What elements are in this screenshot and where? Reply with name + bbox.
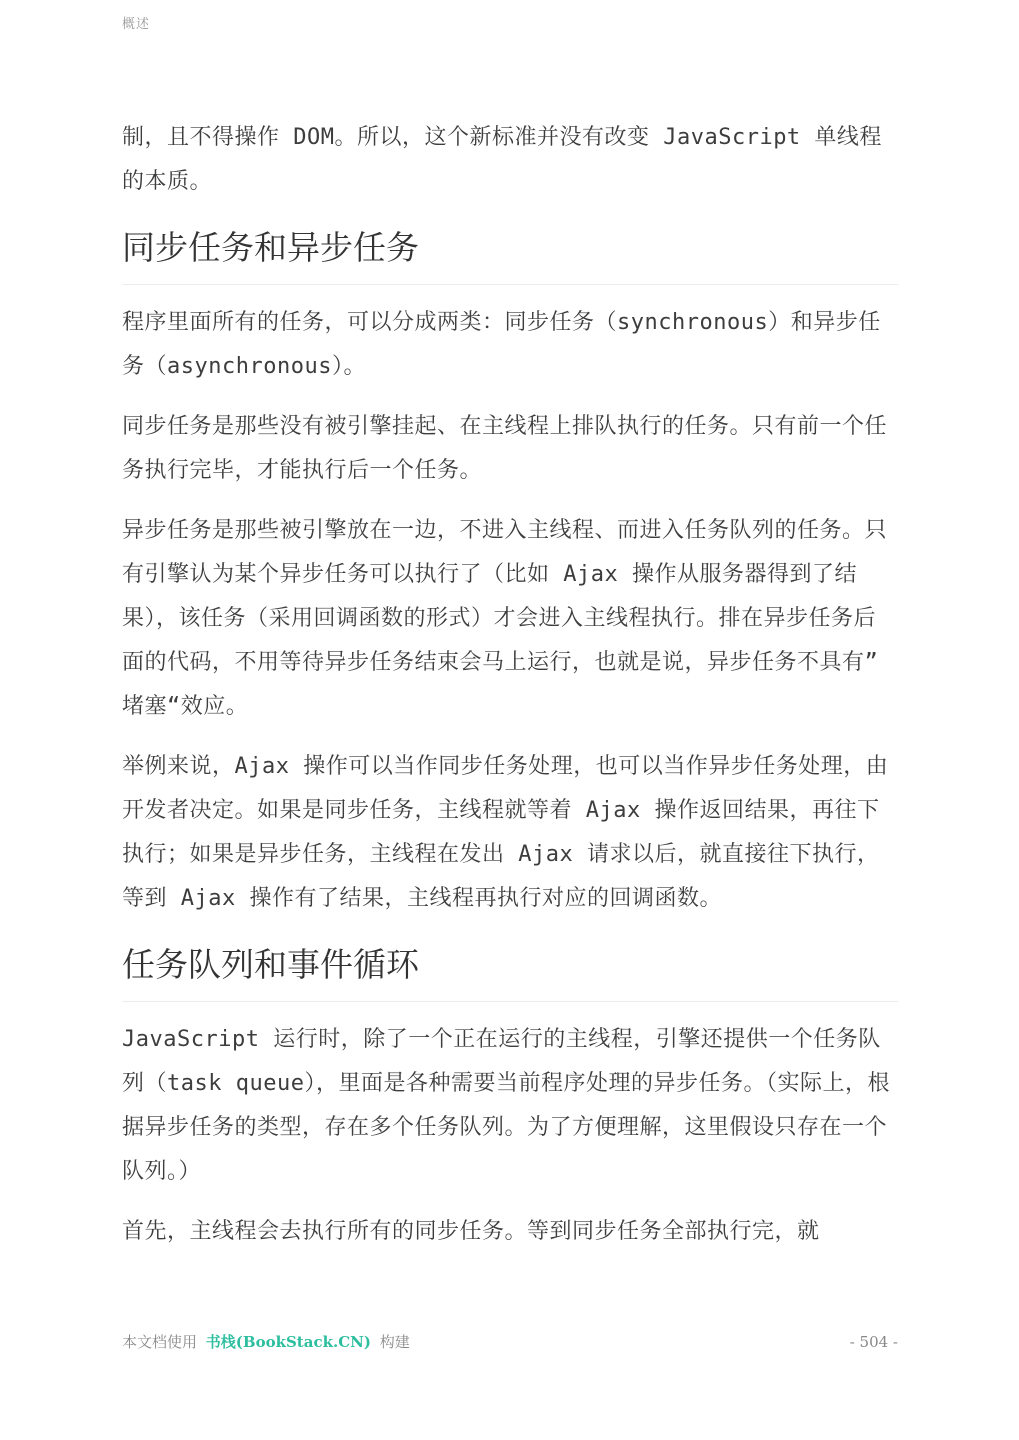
- page-number: - 504 -: [849, 1333, 898, 1351]
- paragraph: JavaScript 运行时，除了一个正在运行的主线程，引擎还提供一个任务队列（task queue），里面是各种需要当前程序处理的异步任务。（实际上，根据异步任务的类型，存在多个任务队列。为了方便理解，这里假设只存在一个队列。）: [122, 1027, 890, 1184]
- paragraph: 程序里面所有的任务，可以分成两类：同步任务（synchronous）和异步任务（asynchronous）。: [122, 310, 881, 379]
- article-content: [122, 0, 898, 1270]
- running-header-label: 概述: [122, 17, 151, 32]
- paragraph-intro: 制，且不得操作 DOM。所以，这个新标准并没有改变 JavaScript 单线程的本质。: [122, 125, 882, 194]
- footer-brand-link[interactable]: 书栈(BookStack.CN): [205, 1333, 371, 1351]
- footer-built-with: [122, 1331, 410, 1352]
- paragraph: 举例来说，Ajax 操作可以当作同步任务处理，也可以当作异步任务处理，由开发者决定。如果是同步任务，主线程就等着 Ajax 操作返回结果，再往下执行；如果是异步任务，主线程在发出 Ajax 请求以后，就直接往下执行，等到 Ajax 操作有了结果，主线程再执行对应的回调函数。: [122, 754, 889, 911]
- page-footer: [122, 1331, 898, 1352]
- footer-built-with-prefix: 本文档使用: [122, 1333, 198, 1351]
- section-heading-task-queue: 任务队列和事件循环: [122, 945, 898, 1002]
- paragraph: 异步任务是那些被引擎放在一边，不进入主线程、而进入任务队列的任务。只有引擎认为某个异步任务可以执行了（比如 Ajax 操作从服务器得到了结果），该任务（采用回调函数的形式）才会进入主线程执行。排在异步任务后面的代码，不用等待异步任务结束会马上运行，也就是说，异步任务不具有”堵塞“效应。: [122, 518, 888, 719]
- section-heading-sync-async: 同步任务和异步任务: [122, 228, 898, 285]
- paragraph: 同步任务是那些没有被引擎挂起、在主线程上排队执行的任务。只有前一个任务执行完毕，才能执行后一个任务。: [122, 414, 888, 483]
- footer-built-with-suffix: 构建: [379, 1333, 410, 1351]
- paragraph: 首先，主线程会去执行所有的同步任务。等到同步任务全部执行完，就: [122, 1219, 820, 1244]
